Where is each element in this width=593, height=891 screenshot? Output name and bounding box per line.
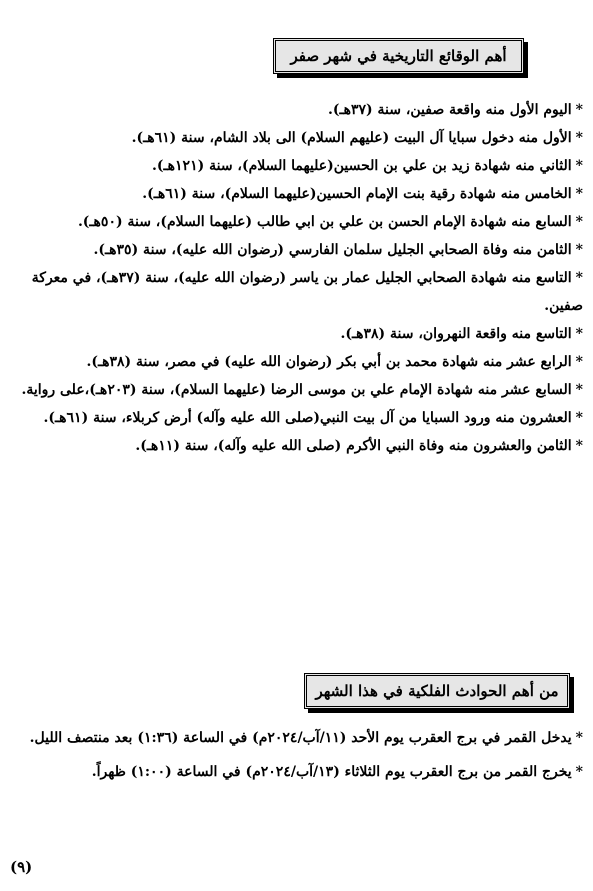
section-title-historical-events: أهم الوقائع التاريخية في شهر صفر (273, 38, 524, 74)
list-item: *الثاني منه شهادة زيد بن علي بن الحسين(عليهما السلام)، سنة (١٢١هـ). (152, 158, 583, 174)
list-item: *السابع عشر منه شهادة الإمام علي بن موسى الرضا (عليهما السلام)، سنة (٢٠٣هـ)،على رواية. (21, 382, 583, 398)
bullet-icon: * (575, 326, 583, 342)
list-item: *الثامن والعشرون منه وفاة النبي الأكرم (صلى الله عليه وآله)، سنة (١١هـ). (135, 438, 583, 454)
list-item: *التاسع منه شهادة الصحابي الجليل عمار بن ياسر (رضوان الله عليه)، سنة (٣٧هـ)، في معركة صفين. (31, 270, 583, 314)
section-title-astronomical-events: من أهم الحوادث الفلكية في هذا الشهر (304, 673, 570, 709)
bullet-icon: * (575, 410, 583, 426)
bullet-icon: * (575, 130, 583, 146)
bullet-icon: * (575, 764, 583, 780)
list-item: *السابع منه شهادة الإمام الحسن بن علي بن ابي طالب (عليهما السلام)، سنة (٥٠هـ). (77, 214, 583, 230)
list-item: *يخرج القمر من برج العقرب يوم الثلاثاء (١٣/آب/٢٠٢٤م) في الساعة (١:٠٠) ظهراً. (91, 764, 583, 780)
list-item: *يدخل القمر في برج العقرب يوم الأحد (١١/آب/٢٠٢٤م) في الساعة (١:٣٦) بعد منتصف الليل. (29, 730, 583, 746)
list-item: *الخامس منه شهادة رقية بنت الإمام الحسين(عليهما السلام)، سنة (٦١هـ). (142, 186, 583, 202)
bullet-icon: * (575, 102, 583, 118)
bullet-icon: * (575, 438, 583, 454)
list-item: *الثامن منه وفاة الصحابي الجليل سلمان الفارسي (رضوان الله عليه)، سنة (٣٥هـ). (93, 242, 583, 258)
astronomical-events-list (0, 724, 593, 786)
list-item: *الأول منه دخول سبايا آل البيت (عليهم السلام) الى بلاد الشام، سنة (٦١هـ). (131, 130, 583, 146)
bullet-icon: * (575, 270, 583, 286)
list-item: *العشرون منه ورود السبايا من آل بيت النبي(صلى الله عليه وآله) أرض كربلاء، سنة (٦١هـ). (43, 410, 583, 426)
page-number: (٩) (10, 858, 33, 876)
bullet-icon: * (575, 730, 583, 746)
bullet-icon: * (575, 382, 583, 398)
bullet-icon: * (575, 214, 583, 230)
list-item: *التاسع منه واقعة النهروان، سنة (٣٨هـ). (340, 326, 583, 342)
list-item: *اليوم الأول منه واقعة صفين، سنة (٣٧هـ). (328, 102, 583, 118)
historical-events-list (0, 96, 593, 460)
bullet-icon: * (575, 186, 583, 202)
bullet-icon: * (575, 158, 583, 174)
bullet-icon: * (575, 354, 583, 370)
bullet-icon: * (575, 242, 583, 258)
list-item: *الرابع عشر منه شهادة محمد بن أبي بكر (رضوان الله عليه) في مصر، سنة (٣٨هـ). (86, 354, 583, 370)
